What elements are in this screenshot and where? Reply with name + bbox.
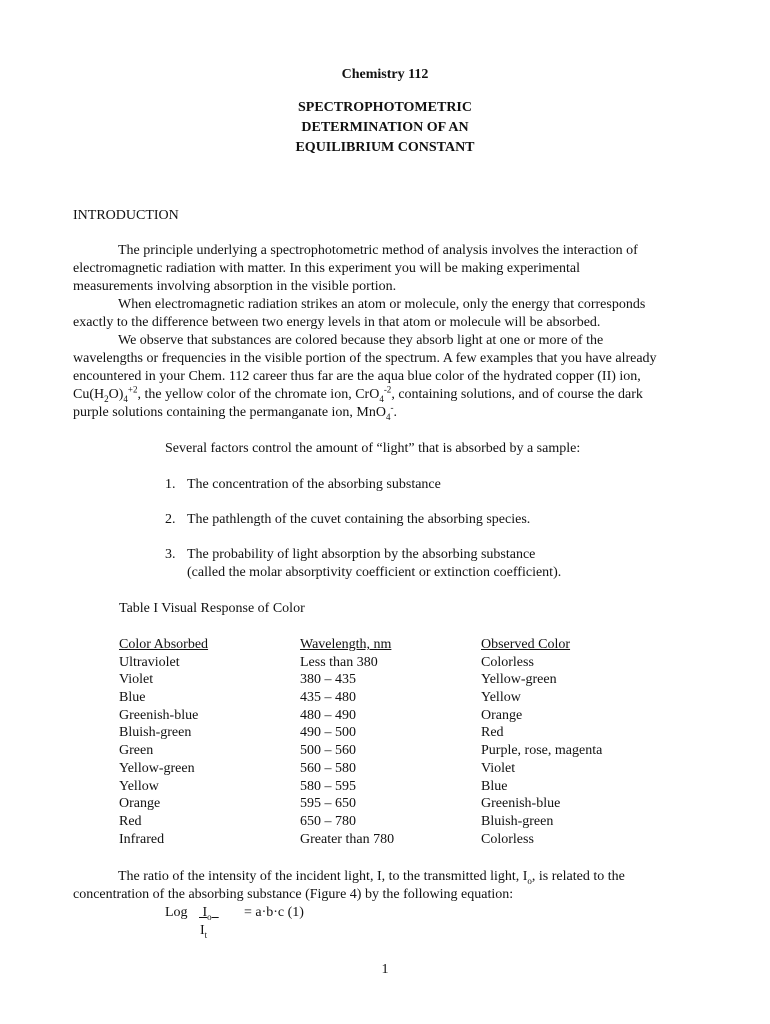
- table-cell: 480 – 490: [300, 707, 356, 723]
- list-number: 3.: [165, 547, 176, 562]
- table-column-color-absorbed: [119, 636, 208, 848]
- table-cell: Violet: [481, 760, 516, 776]
- text-fragment: O): [108, 387, 124, 402]
- table-cell: Red: [481, 725, 504, 741]
- text-fragment: , is related to the: [531, 869, 625, 884]
- paragraph-line: encountered in your Chem. 112 career thus far are the aqua blue color of the hydrated copper (II) ion,: [73, 369, 641, 384]
- paragraph-line-permanganate: [73, 404, 693, 422]
- table-cell: Purple, rose, magenta: [481, 743, 603, 759]
- title-line-1: SPECTROPHOTOMETRIC: [298, 100, 472, 115]
- text-fragment: purple solutions containing the permanganate ion, MnO: [73, 405, 386, 420]
- intro-paragraph-3: [73, 332, 693, 422]
- subscript: 4: [123, 393, 128, 404]
- title-line-2: DETERMINATION OF AN: [301, 120, 469, 135]
- paragraph-line: wavelengths or frequencies in the visible portion of the spectrum. A few examples that you have already: [73, 351, 657, 366]
- factor-item-1: [165, 476, 441, 494]
- paragraph-line-formulas: [73, 386, 693, 404]
- equation-numerator: [199, 904, 227, 922]
- table-cell: 595 – 650: [300, 796, 356, 812]
- table-cell: 380 – 435: [300, 672, 356, 688]
- table-cell: Yellow: [481, 690, 521, 706]
- table-cell: 560 – 580: [300, 760, 356, 776]
- table-column-wavelength: [300, 636, 394, 848]
- table-cell: Orange: [481, 707, 523, 723]
- table-cell: Yellow: [119, 778, 159, 794]
- text-fragment: , the yellow color of the chromate ion, CrO: [137, 387, 380, 402]
- table-cell: 500 – 560: [300, 743, 356, 759]
- text-fragment: .: [393, 405, 397, 420]
- equation-log: Log: [165, 905, 188, 920]
- paragraph-line: When electromagnetic radiation strikes an atom or molecule, only the energy that corresponds: [118, 297, 646, 312]
- list-text: The probability of light absorption by the absorbing substance: [187, 547, 536, 562]
- equation-rhs: = a·b·c (1): [244, 905, 304, 920]
- page-number: 1: [381, 962, 389, 977]
- table-caption: Table I Visual Response of Color: [119, 601, 305, 616]
- table-cell: Ultraviolet: [119, 654, 180, 670]
- table-cell: 580 – 595: [300, 778, 356, 794]
- subscript: 4: [379, 393, 384, 404]
- list-number: 2.: [165, 512, 176, 527]
- document-title: [0, 98, 770, 158]
- table-cell: Green: [119, 743, 154, 759]
- paragraph-line: measurements involving absorption in the visible portion.: [73, 279, 397, 294]
- course-title: Chemistry 112: [341, 67, 429, 82]
- equation-denominator: [200, 922, 207, 940]
- factors-intro: Several factors control the amount of “light” that is absorbed by a sample:: [165, 441, 581, 456]
- paragraph-line: electromagnetic radiation with matter. In this experiment you will be making experimental: [73, 261, 580, 276]
- equation-symbol: I: [202, 905, 208, 920]
- table-cell: Infrared: [119, 831, 165, 847]
- ratio-paragraph: [73, 868, 693, 904]
- table-cell: 650 – 780: [300, 813, 356, 829]
- factor-item-2: [165, 511, 530, 529]
- table-cell: Greenish-blue: [481, 796, 561, 812]
- paragraph-line: exactly to the difference between two energy levels in that atom or molecule will be absorbed.: [73, 315, 601, 330]
- list-text: The pathlength of the cuvet containing the absorbing species.: [187, 512, 531, 527]
- table-cell: Orange: [119, 796, 161, 812]
- title-line-3: EQUILIBRIUM CONSTANT: [295, 140, 475, 155]
- table-cell: Blue: [481, 778, 508, 794]
- table-header: Wavelength, nm: [300, 637, 392, 652]
- subscript: 2: [104, 393, 109, 404]
- table-header: Observed Color: [481, 637, 571, 652]
- factor-item-3: [165, 546, 561, 582]
- subscript: o: [527, 875, 532, 886]
- list-number: 1.: [165, 477, 176, 492]
- subscript: t: [204, 929, 208, 940]
- table-cell: 490 – 500: [300, 725, 356, 741]
- section-heading: INTRODUCTION: [73, 208, 179, 223]
- table-cell: Less than 380: [300, 654, 378, 670]
- table-cell: Colorless: [481, 654, 534, 670]
- table-cell: Yellow-green: [481, 672, 557, 688]
- table-cell: Greater than 780: [300, 831, 395, 847]
- intro-paragraph-2: [73, 296, 693, 332]
- list-text: The concentration of the absorbing substance: [187, 477, 441, 492]
- superscript: +2: [127, 384, 138, 395]
- table-cell: Red: [119, 813, 142, 829]
- table-cell: Blue: [119, 690, 146, 706]
- superscript: -: [390, 402, 394, 413]
- table-header: Color Absorbed: [119, 637, 209, 652]
- intro-paragraph-1: [73, 242, 693, 296]
- table-cell: Greenish-blue: [119, 707, 199, 723]
- table-cell: Bluish-green: [119, 725, 192, 741]
- paragraph-line: The principle underlying a spectrophotometric method of analysis involves the interaction of: [118, 243, 638, 258]
- text-fragment: Cu(H: [73, 387, 105, 402]
- paragraph-line: concentration of the absorbing substance (Figure 4) by the following equation:: [73, 887, 514, 902]
- table-cell: Bluish-green: [481, 813, 554, 829]
- subscript: o: [207, 911, 212, 922]
- paragraph-line: We observe that substances are colored because they absorb light at one or more of the: [118, 333, 604, 348]
- equation-symbol: I: [200, 923, 205, 938]
- table-cell: Violet: [119, 672, 154, 688]
- superscript: -2: [383, 384, 392, 395]
- text-fragment: The ratio of the intensity of the incident light, I, to the transmitted light, I: [118, 869, 528, 884]
- table-cell: Yellow-green: [119, 760, 195, 776]
- text-fragment: , containing solutions, and of course the dark: [391, 387, 643, 402]
- paragraph-line: [73, 868, 693, 886]
- subscript: 4: [386, 411, 391, 422]
- table-cell: 435 – 480: [300, 690, 356, 706]
- list-text-continued: (called the molar absorptivity coefficient or extinction coefficient).: [187, 565, 562, 580]
- table-column-observed-color: [481, 636, 602, 848]
- table-cell: Colorless: [481, 831, 534, 847]
